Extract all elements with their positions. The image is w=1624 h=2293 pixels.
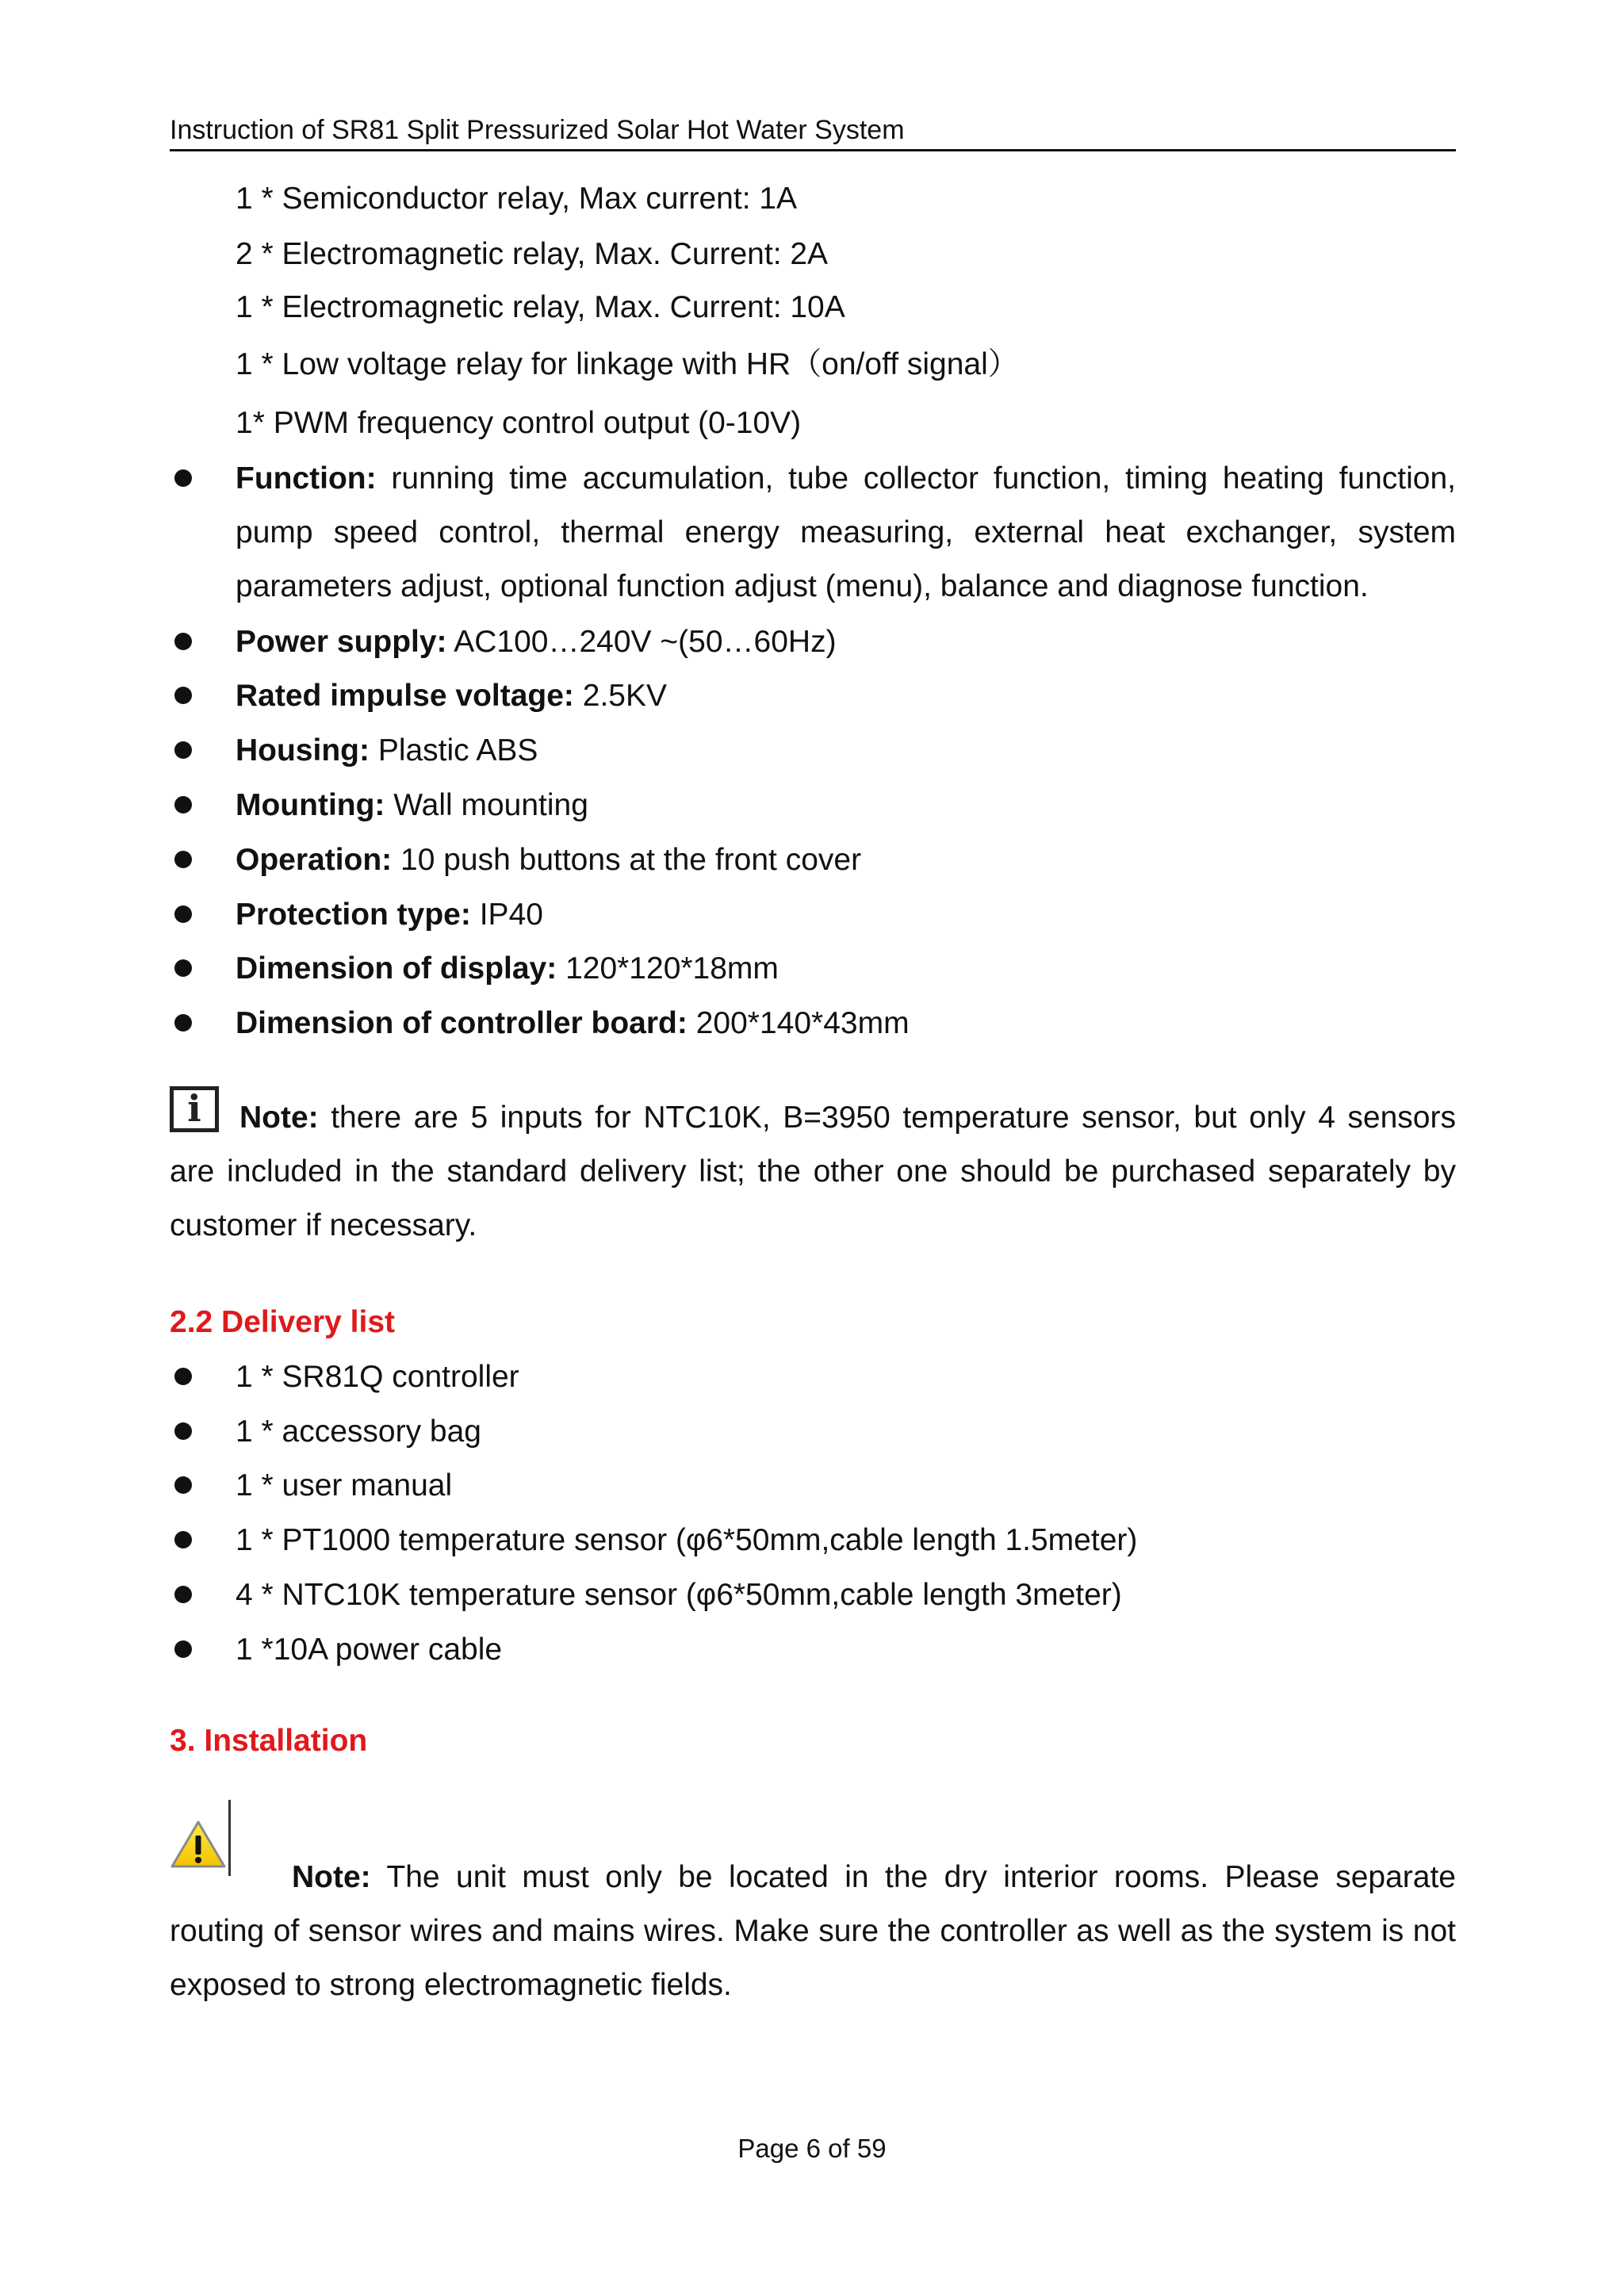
spec-text: Wall mounting [393, 788, 588, 822]
info-icon: i [170, 1086, 219, 1132]
list-item-text: 4 * NTC10K temperature sensor (φ6*50mm,cable length 3meter) [236, 1578, 1122, 1612]
list-item [170, 1459, 1456, 1513]
bullet-dot [174, 1531, 192, 1548]
spec-item [170, 942, 1456, 996]
spec-text: running time accumulation, tube collector function, timing heating function, pump speed control, thermal energy measuring, external heat exchanger, system parameters adjust, optional function adjust (menu), balance and diagnose function. [236, 461, 1456, 603]
spec-text: AC100…240V ~(50…60Hz) [454, 625, 837, 659]
spec-item [170, 833, 1456, 887]
spec-item [170, 724, 1456, 778]
page-header: Instruction of SR81 Split Pressurized Solar Hot Water System [170, 114, 1456, 151]
output-line: 2 * Electromagnetic relay, Max. Current: 2A [236, 237, 829, 271]
list-item-text: 1 *10A power cable [236, 1633, 503, 1667]
list-item-text: 1 * SR81Q controller [236, 1360, 519, 1394]
spec-item [170, 669, 1456, 723]
spec-label: Mounting: [236, 788, 385, 822]
bullet-dot [174, 1368, 192, 1385]
spec-label: Dimension of controller board: [236, 1006, 688, 1040]
spec-text: IP40 [479, 898, 543, 932]
note-text: there are 5 inputs for NTC10K, B=3950 temperature sensor, but only 4 sensors are included in the standard delivery list; the other one should be purchased separately by customer if necessary. [170, 1101, 1456, 1242]
output-line: 1 * Low voltage relay for linkage with HR（on/off signal） [236, 347, 1019, 381]
note-sensors [170, 1086, 1456, 1253]
spec-text: 120*120*18mm [565, 951, 779, 986]
warning-icon [170, 1824, 243, 1871]
spec-text: Plastic ABS [377, 733, 538, 768]
output-line: 1 * Electromagnetic relay, Max. Current: 10A [236, 290, 845, 324]
spec-text: 2.5KV [582, 679, 668, 713]
section-title-installation: 3. Installation [170, 1724, 368, 1758]
spec-text: 10 push buttons at the front cover [400, 843, 862, 877]
spec-label: Housing: [236, 733, 370, 768]
list-item [170, 1405, 1456, 1459]
spec-item [170, 615, 1456, 669]
bullet-dot [174, 1014, 192, 1032]
spec-label: Power supply: [236, 625, 447, 659]
bullet-dot [174, 469, 192, 487]
bullet-dot [174, 1476, 192, 1494]
list-item-text: 1 * PT1000 temperature sensor (φ6*50mm,cable length 1.5meter) [236, 1523, 1138, 1557]
note-installation [170, 1824, 1456, 2012]
section-title-delivery: 2.2 Delivery list [170, 1305, 396, 1339]
bullet-dot [174, 851, 192, 868]
list-item [170, 1623, 1456, 1677]
spec-label: Protection type: [236, 898, 471, 932]
bullet-dot [174, 687, 192, 704]
bullet-dot [174, 633, 192, 650]
list-item [170, 1350, 1456, 1404]
bullet-dot [174, 796, 192, 813]
spec-label: Dimension of display: [236, 951, 557, 986]
bullet-dot [174, 1586, 192, 1603]
page-number: Page 6 of 59 [737, 2134, 887, 2163]
output-line: 1* PWM frequency control output (0-10V) [236, 406, 802, 440]
list-item [170, 1568, 1456, 1622]
output-line: 1 * Semiconductor relay, Max current: 1A [236, 182, 798, 216]
note-label: Note: [239, 1101, 319, 1135]
note-label: Note: [292, 1860, 371, 1894]
spec-label: Function: [236, 461, 377, 496]
spec-text: 200*140*43mm [695, 1006, 910, 1040]
spec-item [170, 452, 1456, 614]
list-item [170, 1514, 1456, 1568]
bullet-dot [174, 1422, 192, 1440]
note-text: The unit must only be located in the dry interior rooms. Please separate routing of sensor wires and mains wires. Make sure the controller as well as the system is not exposed to strong electromagnetic fields. [170, 1860, 1456, 2002]
bullet-dot [174, 741, 192, 759]
spec-item [170, 779, 1456, 833]
bullet-dot [174, 1640, 192, 1658]
list-item-text: 1 * accessory bag [236, 1414, 482, 1449]
list-item-text: 1 * user manual [236, 1468, 453, 1503]
bullet-dot [174, 905, 192, 923]
spec-item [170, 888, 1456, 942]
spec-item [170, 997, 1456, 1051]
bullet-dot [174, 959, 192, 977]
spec-label: Rated impulse voltage: [236, 679, 574, 713]
spec-label: Operation: [236, 843, 393, 877]
